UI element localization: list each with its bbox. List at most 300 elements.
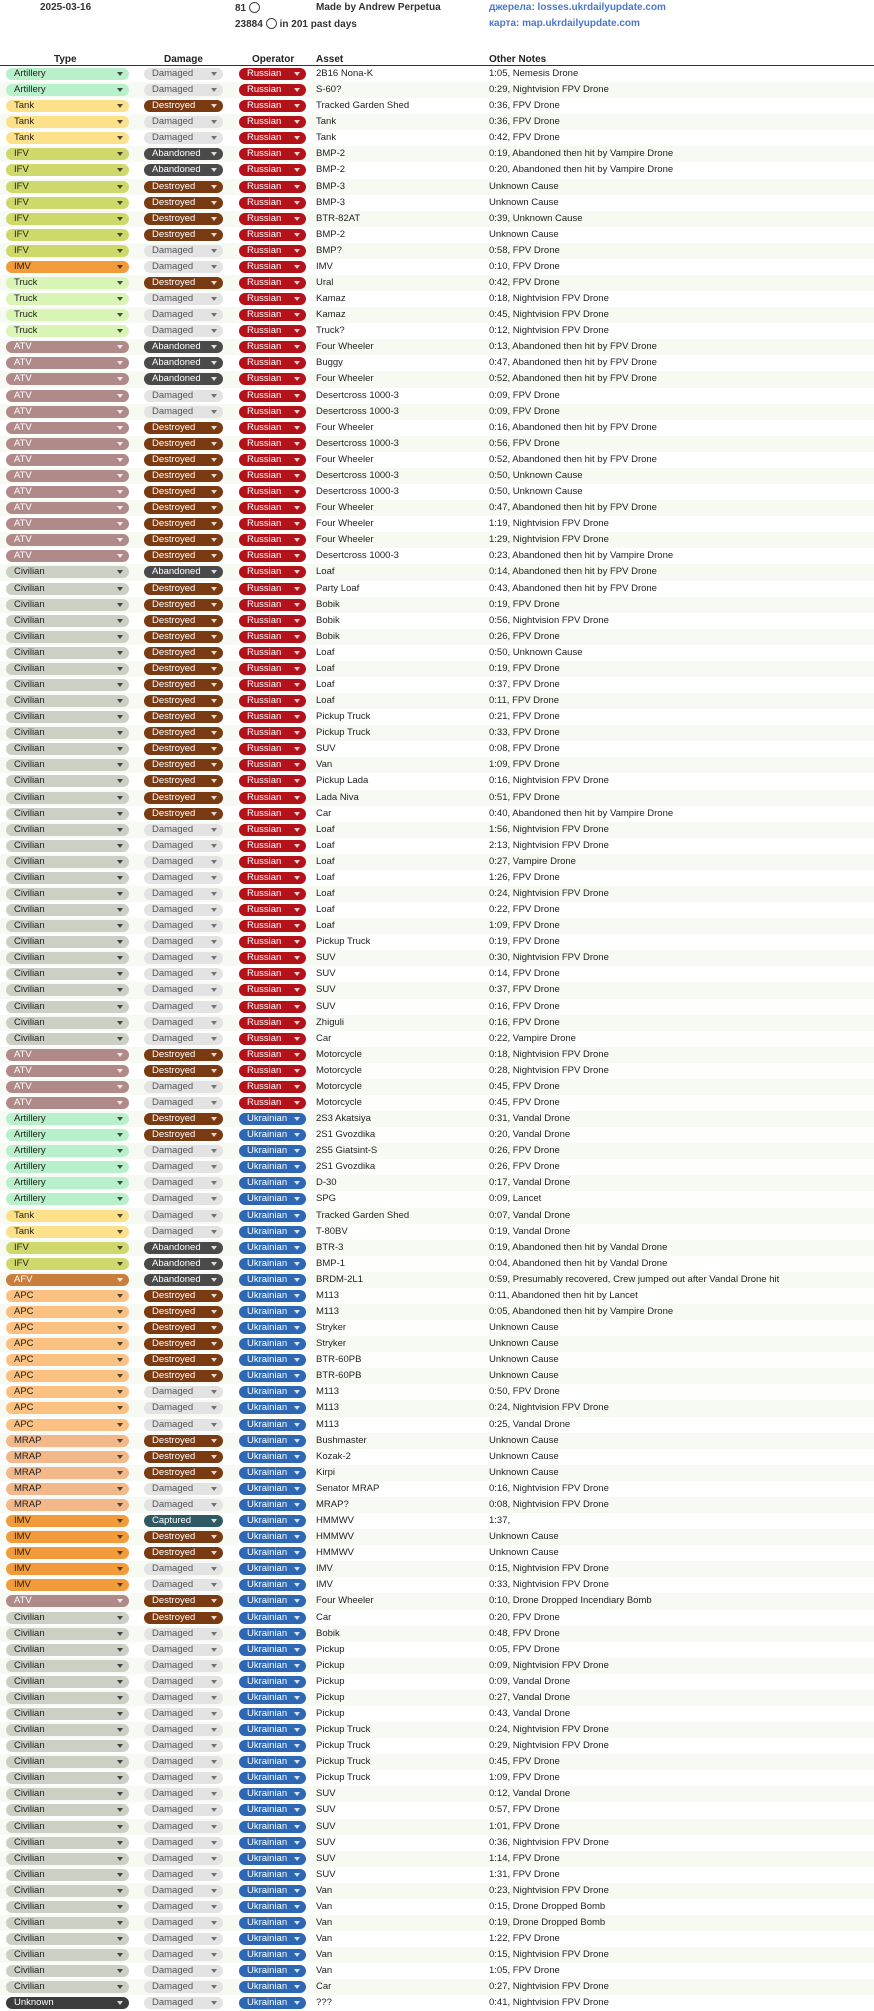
damage-select[interactable]: Destroyed [144, 727, 223, 739]
col-notes[interactable]: Other Notes [489, 54, 547, 65]
operator-select[interactable]: Russian [239, 695, 306, 707]
type-select[interactable]: Tank [6, 132, 129, 144]
type-select[interactable]: Civilian [6, 1740, 129, 1752]
damage-select[interactable]: Damaged [144, 1821, 223, 1833]
operator-select[interactable]: Russian [239, 277, 306, 289]
type-select[interactable]: Civilian [6, 1933, 129, 1945]
damage-select[interactable]: Damaged [144, 1869, 223, 1881]
damage-select[interactable]: Abandoned [144, 148, 223, 160]
operator-select[interactable]: Ukrainian [239, 1547, 306, 1559]
damage-select[interactable]: Damaged [144, 116, 223, 128]
type-select[interactable]: Civilian [6, 968, 129, 980]
type-select[interactable]: Civilian [6, 1612, 129, 1624]
type-select[interactable]: IFV [6, 148, 129, 160]
operator-select[interactable]: Russian [239, 116, 306, 128]
operator-select[interactable]: Ukrainian [239, 1676, 306, 1688]
type-select[interactable]: Civilian [6, 1885, 129, 1897]
operator-select[interactable]: Ukrainian [239, 1628, 306, 1640]
operator-select[interactable]: Ukrainian [239, 1563, 306, 1575]
operator-select[interactable]: Ukrainian [239, 1901, 306, 1913]
operator-select[interactable]: Ukrainian [239, 1837, 306, 1849]
map-link[interactable]: карта: map.ukrdailyupdate.com [489, 18, 640, 29]
type-select[interactable]: ATV [6, 486, 129, 498]
damage-select[interactable]: Destroyed [144, 1322, 223, 1334]
type-select[interactable]: Truck [6, 293, 129, 305]
type-select[interactable]: Civilian [6, 808, 129, 820]
operator-select[interactable]: Russian [239, 100, 306, 112]
operator-select[interactable]: Russian [239, 936, 306, 948]
operator-select[interactable]: Ukrainian [239, 1595, 306, 1607]
operator-select[interactable]: Russian [239, 952, 306, 964]
operator-select[interactable]: Ukrainian [239, 1499, 306, 1511]
damage-select[interactable]: Destroyed [144, 1531, 223, 1543]
damage-select[interactable]: Damaged [144, 325, 223, 337]
type-select[interactable]: ATV [6, 454, 129, 466]
operator-select[interactable]: Russian [239, 470, 306, 482]
damage-select[interactable]: Damaged [144, 1901, 223, 1913]
operator-select[interactable]: Ukrainian [239, 1724, 306, 1736]
type-select[interactable]: Civilian [6, 759, 129, 771]
operator-select[interactable]: Ukrainian [239, 1113, 306, 1125]
damage-select[interactable]: Destroyed [144, 197, 223, 209]
damage-select[interactable]: Abandoned [144, 1258, 223, 1270]
type-select[interactable]: APC [6, 1386, 129, 1398]
damage-select[interactable]: Destroyed [144, 1467, 223, 1479]
type-select[interactable]: MRAP [6, 1451, 129, 1463]
operator-select[interactable]: Russian [239, 357, 306, 369]
type-select[interactable]: Civilian [6, 1660, 129, 1672]
type-select[interactable]: Civilian [6, 647, 129, 659]
type-select[interactable]: APC [6, 1338, 129, 1350]
operator-select[interactable]: Ukrainian [239, 1853, 306, 1865]
damage-select[interactable]: Destroyed [144, 502, 223, 514]
damage-select[interactable]: Damaged [144, 1499, 223, 1511]
damage-select[interactable]: Damaged [144, 1788, 223, 1800]
type-select[interactable]: Civilian [6, 1901, 129, 1913]
type-select[interactable]: IFV [6, 197, 129, 209]
damage-select[interactable]: Destroyed [144, 213, 223, 225]
operator-select[interactable]: Russian [239, 840, 306, 852]
type-select[interactable]: Civilian [6, 679, 129, 691]
operator-select[interactable]: Russian [239, 84, 306, 96]
operator-select[interactable]: Russian [239, 1049, 306, 1061]
operator-select[interactable]: Russian [239, 888, 306, 900]
damage-select[interactable]: Damaged [144, 1419, 223, 1431]
damage-select[interactable]: Destroyed [144, 1113, 223, 1125]
operator-select[interactable]: Russian [239, 341, 306, 353]
type-select[interactable]: Civilian [6, 920, 129, 932]
type-select[interactable]: ATV [6, 518, 129, 530]
type-select[interactable]: Truck [6, 277, 129, 289]
type-select[interactable]: Civilian [6, 1788, 129, 1800]
damage-select[interactable]: Damaged [144, 1001, 223, 1013]
operator-select[interactable]: Ukrainian [239, 1531, 306, 1543]
operator-select[interactable]: Russian [239, 390, 306, 402]
operator-select[interactable]: Ukrainian [239, 1933, 306, 1945]
damage-select[interactable]: Destroyed [144, 1612, 223, 1624]
operator-select[interactable]: Russian [239, 583, 306, 595]
type-select[interactable]: Civilian [6, 1804, 129, 1816]
damage-select[interactable]: Damaged [144, 1724, 223, 1736]
type-select[interactable]: IMV [6, 1579, 129, 1591]
type-select[interactable]: IMV [6, 1563, 129, 1575]
type-select[interactable]: Unknown [6, 1997, 129, 2009]
damage-select[interactable]: Damaged [144, 1708, 223, 1720]
type-select[interactable]: APC [6, 1402, 129, 1414]
type-select[interactable]: ATV [6, 390, 129, 402]
damage-select[interactable]: Damaged [144, 309, 223, 321]
operator-select[interactable]: Ukrainian [239, 1290, 306, 1302]
damage-select[interactable]: Destroyed [144, 486, 223, 498]
damage-select[interactable]: Damaged [144, 872, 223, 884]
type-select[interactable]: ATV [6, 373, 129, 385]
damage-select[interactable]: Destroyed [144, 1306, 223, 1318]
damage-select[interactable]: Damaged [144, 1676, 223, 1688]
damage-select[interactable]: Damaged [144, 1628, 223, 1640]
operator-select[interactable]: Russian [239, 615, 306, 627]
damage-select[interactable]: Damaged [144, 1386, 223, 1398]
type-select[interactable]: Civilian [6, 1869, 129, 1881]
damage-select[interactable]: Damaged [144, 1579, 223, 1591]
operator-select[interactable]: Ukrainian [239, 1612, 306, 1624]
operator-select[interactable]: Russian [239, 808, 306, 820]
damage-select[interactable]: Destroyed [144, 1547, 223, 1559]
type-select[interactable]: Civilian [6, 695, 129, 707]
operator-select[interactable]: Ukrainian [239, 1483, 306, 1495]
type-select[interactable]: Tank [6, 100, 129, 112]
operator-select[interactable]: Ukrainian [239, 1660, 306, 1672]
damage-select[interactable]: Damaged [144, 1193, 223, 1205]
operator-select[interactable]: Ukrainian [239, 1949, 306, 1961]
type-select[interactable]: IFV [6, 1242, 129, 1254]
operator-select[interactable]: Ukrainian [239, 1145, 306, 1157]
type-select[interactable]: Civilian [6, 1837, 129, 1849]
damage-select[interactable]: Destroyed [144, 695, 223, 707]
damage-select[interactable]: Damaged [144, 1017, 223, 1029]
damage-select[interactable]: Damaged [144, 1563, 223, 1575]
damage-select[interactable]: Damaged [144, 1853, 223, 1865]
type-select[interactable]: Civilian [6, 952, 129, 964]
type-select[interactable]: Civilian [6, 711, 129, 723]
type-select[interactable]: AFV [6, 1274, 129, 1286]
damage-select[interactable]: Damaged [144, 1772, 223, 1784]
damage-select[interactable]: Destroyed [144, 229, 223, 241]
operator-select[interactable]: Russian [239, 727, 306, 739]
operator-select[interactable]: Russian [239, 679, 306, 691]
operator-select[interactable]: Russian [239, 164, 306, 176]
operator-select[interactable]: Ukrainian [239, 1451, 306, 1463]
type-select[interactable]: Civilian [6, 1821, 129, 1833]
damage-select[interactable]: Damaged [144, 824, 223, 836]
operator-select[interactable]: Ukrainian [239, 1354, 306, 1366]
damage-select[interactable]: Destroyed [144, 550, 223, 562]
damage-select[interactable]: Destroyed [144, 1451, 223, 1463]
damage-select[interactable]: Damaged [144, 920, 223, 932]
operator-select[interactable]: Ukrainian [239, 1193, 306, 1205]
damage-select[interactable]: Damaged [144, 1210, 223, 1222]
type-select[interactable]: ATV [6, 357, 129, 369]
type-select[interactable]: Civilian [6, 840, 129, 852]
type-select[interactable]: APC [6, 1322, 129, 1334]
damage-select[interactable]: Damaged [144, 1965, 223, 1977]
operator-select[interactable]: Ukrainian [239, 1869, 306, 1881]
operator-select[interactable]: Russian [239, 631, 306, 643]
type-select[interactable]: Civilian [6, 1917, 129, 1929]
type-select[interactable]: ATV [6, 502, 129, 514]
damage-select[interactable]: Destroyed [144, 181, 223, 193]
damage-select[interactable]: Damaged [144, 1949, 223, 1961]
type-select[interactable]: APC [6, 1419, 129, 1431]
damage-select[interactable]: Destroyed [144, 1065, 223, 1077]
type-select[interactable]: Civilian [6, 631, 129, 643]
type-select[interactable]: Civilian [6, 566, 129, 578]
damage-select[interactable]: Destroyed [144, 792, 223, 804]
operator-select[interactable]: Russian [239, 197, 306, 209]
type-select[interactable]: Civilian [6, 824, 129, 836]
damage-select[interactable]: Damaged [144, 1692, 223, 1704]
damage-select[interactable]: Destroyed [144, 1354, 223, 1366]
operator-select[interactable]: Russian [239, 438, 306, 450]
type-select[interactable]: Civilian [6, 727, 129, 739]
damage-select[interactable]: Destroyed [144, 1290, 223, 1302]
type-select[interactable]: Civilian [6, 1772, 129, 1784]
operator-select[interactable]: Ukrainian [239, 1226, 306, 1238]
damage-select[interactable]: Damaged [144, 1933, 223, 1945]
type-select[interactable]: Truck [6, 309, 129, 321]
operator-select[interactable]: Russian [239, 518, 306, 530]
damage-select[interactable]: Destroyed [144, 1370, 223, 1382]
operator-select[interactable]: Ukrainian [239, 1242, 306, 1254]
operator-select[interactable]: Ukrainian [239, 1756, 306, 1768]
operator-select[interactable]: Ukrainian [239, 1258, 306, 1270]
type-select[interactable]: ATV [6, 1097, 129, 1109]
damage-select[interactable]: Damaged [144, 984, 223, 996]
operator-select[interactable]: Ukrainian [239, 1708, 306, 1720]
type-select[interactable]: ATV [6, 470, 129, 482]
damage-select[interactable]: Damaged [144, 1997, 223, 2009]
operator-select[interactable]: Russian [239, 213, 306, 225]
type-select[interactable]: ATV [6, 1065, 129, 1077]
damage-select[interactable]: Damaged [144, 1756, 223, 1768]
operator-select[interactable]: Russian [239, 550, 306, 562]
type-select[interactable]: Civilian [6, 856, 129, 868]
damage-select[interactable]: Damaged [144, 904, 223, 916]
operator-select[interactable]: Russian [239, 872, 306, 884]
type-select[interactable]: Civilian [6, 936, 129, 948]
operator-select[interactable]: Ukrainian [239, 1177, 306, 1189]
damage-select[interactable]: Damaged [144, 1804, 223, 1816]
operator-select[interactable]: Russian [239, 1097, 306, 1109]
damage-select[interactable]: Destroyed [144, 615, 223, 627]
operator-select[interactable]: Ukrainian [239, 1821, 306, 1833]
operator-select[interactable]: Ukrainian [239, 1435, 306, 1447]
type-select[interactable]: ATV [6, 438, 129, 450]
type-select[interactable]: Civilian [6, 743, 129, 755]
operator-select[interactable]: Russian [239, 663, 306, 675]
damage-select[interactable]: Damaged [144, 840, 223, 852]
damage-select[interactable]: Damaged [144, 1885, 223, 1897]
damage-select[interactable]: Captured [144, 1515, 223, 1527]
type-select[interactable]: Artillery [6, 68, 129, 80]
damage-select[interactable]: Destroyed [144, 663, 223, 675]
type-select[interactable]: Tank [6, 1226, 129, 1238]
type-select[interactable]: Truck [6, 325, 129, 337]
type-select[interactable]: ATV [6, 341, 129, 353]
type-select[interactable]: Artillery [6, 1145, 129, 1157]
damage-select[interactable]: Destroyed [144, 518, 223, 530]
type-select[interactable]: Artillery [6, 1177, 129, 1189]
type-select[interactable]: Civilian [6, 1949, 129, 1961]
operator-select[interactable]: Russian [239, 68, 306, 80]
damage-select[interactable]: Destroyed [144, 1049, 223, 1061]
damage-select[interactable]: Damaged [144, 390, 223, 402]
type-select[interactable]: Civilian [6, 1676, 129, 1688]
damage-select[interactable]: Damaged [144, 1740, 223, 1752]
operator-select[interactable]: Russian [239, 566, 306, 578]
operator-select[interactable]: Russian [239, 599, 306, 611]
operator-select[interactable]: Ukrainian [239, 1981, 306, 1993]
type-select[interactable]: Civilian [6, 1628, 129, 1640]
type-select[interactable]: Civilian [6, 1981, 129, 1993]
damage-select[interactable]: Destroyed [144, 277, 223, 289]
type-select[interactable]: Civilian [6, 1033, 129, 1045]
type-select[interactable]: ATV [6, 1595, 129, 1607]
damage-select[interactable]: Abandoned [144, 164, 223, 176]
type-select[interactable]: Civilian [6, 984, 129, 996]
damage-select[interactable]: Damaged [144, 1097, 223, 1109]
operator-select[interactable]: Ukrainian [239, 1804, 306, 1816]
damage-select[interactable]: Damaged [144, 261, 223, 273]
sources-link[interactable]: джерела: losses.ukrdailyupdate.com [489, 2, 666, 13]
damage-select[interactable]: Destroyed [144, 759, 223, 771]
damage-select[interactable]: Destroyed [144, 808, 223, 820]
type-select[interactable]: MRAP [6, 1467, 129, 1479]
operator-select[interactable]: Russian [239, 245, 306, 257]
damage-select[interactable]: Destroyed [144, 1435, 223, 1447]
type-select[interactable]: IFV [6, 1258, 129, 1270]
operator-select[interactable]: Russian [239, 1065, 306, 1077]
operator-select[interactable]: Russian [239, 904, 306, 916]
type-select[interactable]: Civilian [6, 1708, 129, 1720]
type-select[interactable]: Civilian [6, 615, 129, 627]
type-select[interactable]: Civilian [6, 1001, 129, 1013]
operator-select[interactable]: Russian [239, 984, 306, 996]
type-select[interactable]: Tank [6, 116, 129, 128]
damage-select[interactable]: Destroyed [144, 1129, 223, 1141]
operator-select[interactable]: Ukrainian [239, 1338, 306, 1350]
operator-select[interactable]: Russian [239, 132, 306, 144]
type-select[interactable]: Civilian [6, 1853, 129, 1865]
damage-select[interactable]: Damaged [144, 293, 223, 305]
operator-select[interactable]: Ukrainian [239, 1740, 306, 1752]
operator-select[interactable]: Russian [239, 309, 306, 321]
damage-select[interactable]: Destroyed [144, 470, 223, 482]
damage-select[interactable]: Damaged [144, 1081, 223, 1093]
damage-select[interactable]: Damaged [144, 245, 223, 257]
damage-select[interactable]: Damaged [144, 952, 223, 964]
operator-select[interactable]: Russian [239, 856, 306, 868]
damage-select[interactable]: Abandoned [144, 1242, 223, 1254]
type-select[interactable]: Artillery [6, 1161, 129, 1173]
damage-select[interactable]: Damaged [144, 1981, 223, 1993]
type-select[interactable]: IFV [6, 229, 129, 241]
operator-select[interactable]: Russian [239, 1001, 306, 1013]
type-select[interactable]: IFV [6, 181, 129, 193]
damage-select[interactable]: Damaged [144, 1161, 223, 1173]
damage-select[interactable]: Damaged [144, 1660, 223, 1672]
operator-select[interactable]: Ukrainian [239, 1370, 306, 1382]
damage-select[interactable]: Destroyed [144, 599, 223, 611]
operator-select[interactable]: Russian [239, 148, 306, 160]
type-select[interactable]: Artillery [6, 1193, 129, 1205]
type-select[interactable]: Civilian [6, 1965, 129, 1977]
operator-select[interactable]: Russian [239, 502, 306, 514]
damage-select[interactable]: Damaged [144, 1145, 223, 1157]
operator-select[interactable]: Russian [239, 261, 306, 273]
operator-select[interactable]: Russian [239, 373, 306, 385]
operator-select[interactable]: Russian [239, 406, 306, 418]
operator-select[interactable]: Ukrainian [239, 1161, 306, 1173]
damage-select[interactable]: Destroyed [144, 438, 223, 450]
type-select[interactable]: Civilian [6, 792, 129, 804]
operator-select[interactable]: Ukrainian [239, 1997, 306, 2009]
damage-select[interactable]: Abandoned [144, 341, 223, 353]
type-select[interactable]: Civilian [6, 1724, 129, 1736]
operator-select[interactable]: Russian [239, 647, 306, 659]
type-select[interactable]: IFV [6, 245, 129, 257]
operator-select[interactable]: Ukrainian [239, 1692, 306, 1704]
operator-select[interactable]: Russian [239, 181, 306, 193]
damage-select[interactable]: Damaged [144, 1226, 223, 1238]
operator-select[interactable]: Ukrainian [239, 1965, 306, 1977]
type-select[interactable]: MRAP [6, 1499, 129, 1511]
operator-select[interactable]: Ukrainian [239, 1467, 306, 1479]
operator-select[interactable]: Russian [239, 486, 306, 498]
type-select[interactable]: Artillery [6, 1113, 129, 1125]
operator-select[interactable]: Ukrainian [239, 1306, 306, 1318]
type-select[interactable]: IMV [6, 261, 129, 273]
damage-select[interactable]: Damaged [144, 888, 223, 900]
operator-select[interactable]: Russian [239, 534, 306, 546]
type-select[interactable]: APC [6, 1354, 129, 1366]
operator-select[interactable]: Russian [239, 1017, 306, 1029]
damage-select[interactable]: Damaged [144, 1644, 223, 1656]
type-select[interactable]: IMV [6, 1531, 129, 1543]
type-select[interactable]: Civilian [6, 904, 129, 916]
operator-select[interactable]: Ukrainian [239, 1402, 306, 1414]
operator-select[interactable]: Ukrainian [239, 1419, 306, 1431]
damage-select[interactable]: Damaged [144, 84, 223, 96]
operator-select[interactable]: Russian [239, 422, 306, 434]
damage-select[interactable]: Destroyed [144, 775, 223, 787]
damage-select[interactable]: Destroyed [144, 100, 223, 112]
operator-select[interactable]: Ukrainian [239, 1644, 306, 1656]
operator-select[interactable]: Ukrainian [239, 1129, 306, 1141]
damage-select[interactable]: Damaged [144, 1033, 223, 1045]
damage-select[interactable]: Damaged [144, 936, 223, 948]
damage-select[interactable]: Abandoned [144, 566, 223, 578]
operator-select[interactable]: Russian [239, 229, 306, 241]
type-select[interactable]: MRAP [6, 1483, 129, 1495]
damage-select[interactable]: Destroyed [144, 711, 223, 723]
operator-select[interactable]: Russian [239, 1081, 306, 1093]
operator-select[interactable]: Russian [239, 1033, 306, 1045]
damage-select[interactable]: Damaged [144, 968, 223, 980]
type-select[interactable]: APC [6, 1306, 129, 1318]
type-select[interactable]: ATV [6, 422, 129, 434]
type-select[interactable]: Civilian [6, 599, 129, 611]
damage-select[interactable]: Damaged [144, 1837, 223, 1849]
